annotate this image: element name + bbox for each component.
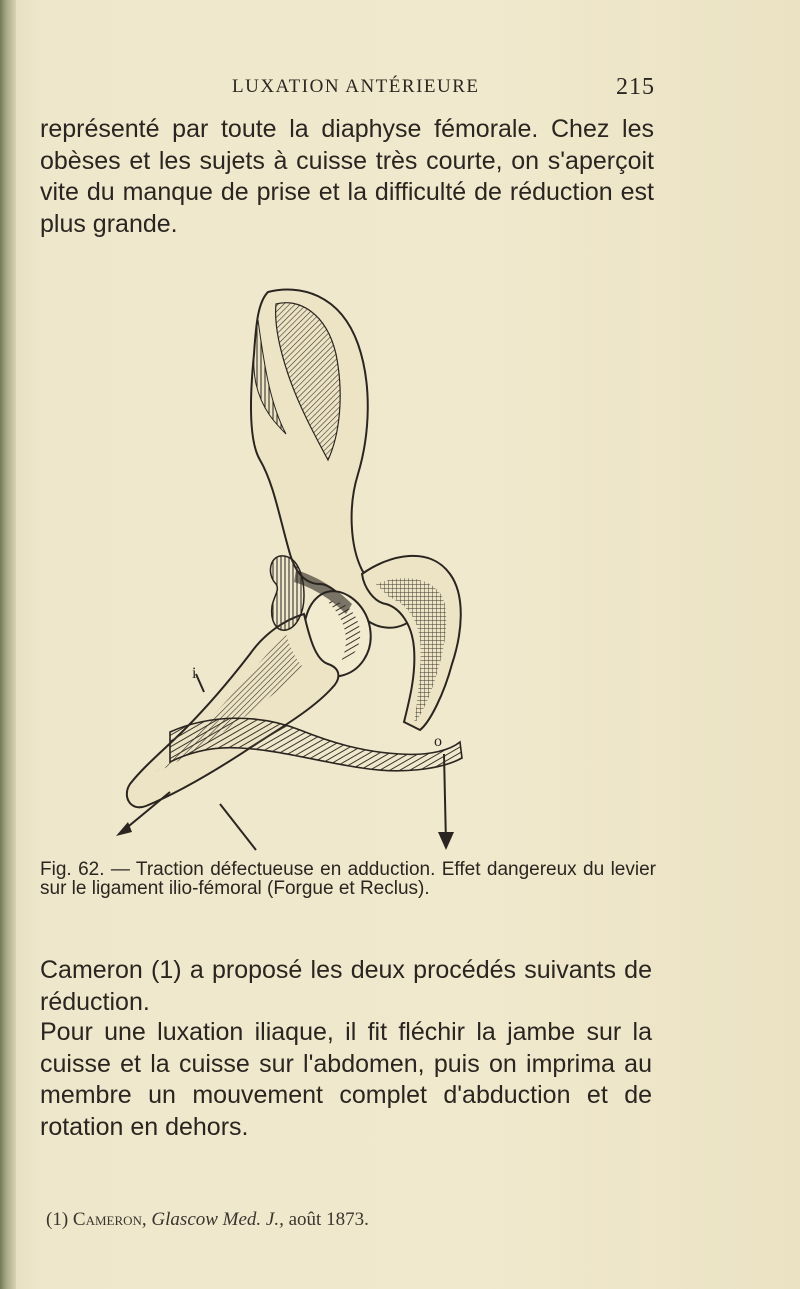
figure-caption: Fig. 62. — Traction défectueuse en adduction. Effet dangereux du levier sur le ligament ilio-fémoral (Forgue et Reclus).: [40, 859, 656, 899]
footnote-date: août 1873.: [288, 1209, 369, 1230]
upper-arrow: [196, 674, 204, 692]
paragraph-2: Cameron (1) a proposé les deux procédés suivants de réduction.: [40, 956, 652, 1016]
vertical-arrow: [444, 754, 446, 844]
paragraph-1: représenté par toute la diaphyse fémorale. Chez les obèses et les sujets à cuisse très courte, on s'aperçoit vite du manque de prise et la difficulté de réduction est plus grande.: [40, 115, 654, 238]
page-number: 215: [616, 74, 655, 100]
book-spine-shadow: [0, 0, 16, 1289]
greater-trochanter: [270, 556, 304, 630]
femur-pelvis-engraving: [100, 284, 480, 856]
figure-label-i: i: [192, 665, 197, 682]
running-head: [0, 74, 800, 104]
footnote-author: Cameron,: [72, 1209, 147, 1230]
footnote-marker: (1): [46, 1209, 69, 1230]
figure-label-o: o: [434, 733, 442, 750]
footnote: [46, 1209, 606, 1231]
vertical-arrowhead: [438, 832, 454, 850]
lower-arrow: [220, 804, 256, 850]
figure-illustration: [100, 284, 480, 856]
running-head-title: LUXATION ANTÉRIEURE: [232, 76, 480, 97]
paragraph-3: Pour une luxation iliaque, il fit fléchir la jambe sur la cuisse et la cuisse sur l'abdomen, puis on imprima au membre un mouvement complet d'abduction et de rotation en dehors.: [40, 1018, 652, 1141]
footnote-journal: Glascow Med. J.,: [151, 1209, 284, 1230]
